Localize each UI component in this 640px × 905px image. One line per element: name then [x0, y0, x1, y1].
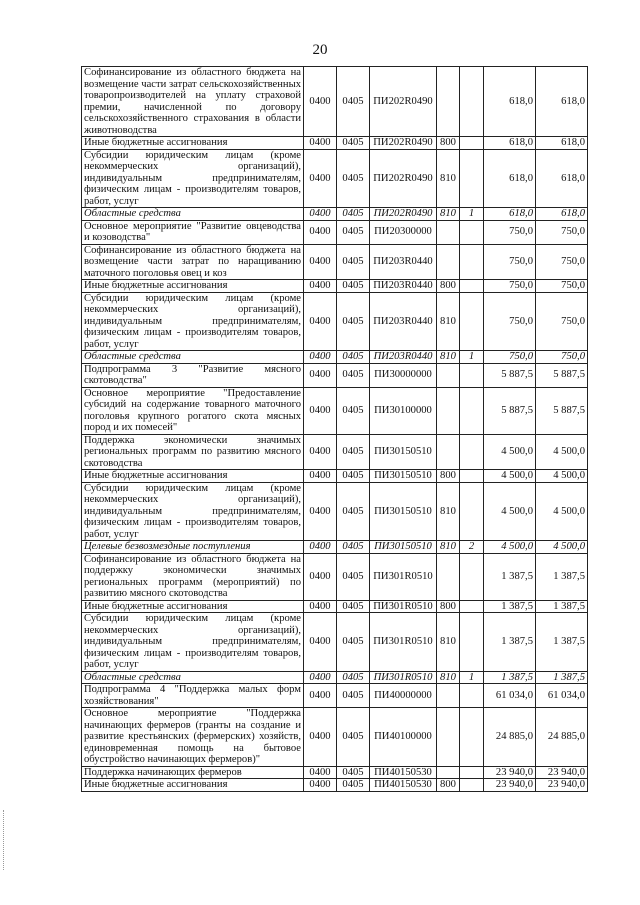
cell-amount-1: 1 387,5: [484, 671, 536, 684]
cell-amount-2: 4 500,0: [536, 541, 588, 554]
cell-subsection: 0405: [337, 137, 370, 150]
cell-target-article: ПИ40150530: [370, 779, 437, 792]
cell-amount-1: 750,0: [484, 292, 536, 351]
cell-amount-1: 23 940,0: [484, 766, 536, 779]
cell-funding-source: [460, 766, 484, 779]
cell-funding-source: [460, 708, 484, 767]
cell-subsection: 0405: [337, 684, 370, 708]
cell-expense-type: 810: [437, 208, 460, 221]
cell-name: Основное мероприятие "Развитие овцеводства и козоводства": [82, 220, 304, 244]
cell-target-article: ПИ40000000: [370, 684, 437, 708]
cell-name: Основное мероприятие "Предоставление субсидий на содержание товарного маточного поголовья крупного рогатого скота мясных пород и их помесей": [82, 387, 304, 434]
cell-expense-type: [437, 220, 460, 244]
cell-section: 0400: [304, 766, 337, 779]
cell-target-article: ПИ30150510: [370, 482, 437, 541]
cell-funding-source: [460, 220, 484, 244]
cell-name: Иные бюджетные ассигнования: [82, 280, 304, 293]
cell-amount-2: 1 387,5: [536, 600, 588, 613]
cell-name: Субсидии юридическим лицам (кроме некоммерческих организаций), индивидуальным предпринимателям, физическим лицам - производителям товаров, работ, услуг: [82, 482, 304, 541]
cell-funding-source: [460, 684, 484, 708]
cell-target-article: ПИ203R0440: [370, 292, 437, 351]
cell-expense-type: 800: [437, 779, 460, 792]
cell-expense-type: [437, 553, 460, 600]
cell-name: Подпрограмма 4 "Поддержка малых форм хозяйствования": [82, 684, 304, 708]
cell-funding-source: [460, 149, 484, 208]
cell-section: 0400: [304, 600, 337, 613]
cell-funding-source: [460, 137, 484, 150]
cell-amount-1: 750,0: [484, 244, 536, 280]
cell-name: Софинансирование из областного бюджета на возмещение части затрат по наращиванию маточного поголовья овец и коз: [82, 244, 304, 280]
cell-amount-2: 23 940,0: [536, 779, 588, 792]
cell-expense-type: [437, 434, 460, 470]
cell-subsection: 0405: [337, 67, 370, 137]
cell-name: Целевые безвозмездные поступления: [82, 541, 304, 554]
cell-subsection: 0405: [337, 363, 370, 387]
cell-expense-type: 810: [437, 292, 460, 351]
cell-name: Софинансирование из областного бюджета на возмещение части затрат сельскохозяйственных товаропроизводителей на уплату страховой премии, начисленной по договору сельскохозяйственного страхования в области животноводства: [82, 67, 304, 137]
table-row: [82, 149, 588, 208]
cell-expense-type: 810: [437, 671, 460, 684]
cell-expense-type: 800: [437, 280, 460, 293]
cell-section: 0400: [304, 220, 337, 244]
cell-subsection: 0405: [337, 280, 370, 293]
table-row: [82, 351, 588, 364]
cell-target-article: ПИ20300000: [370, 220, 437, 244]
cell-section: 0400: [304, 280, 337, 293]
cell-expense-type: 800: [437, 137, 460, 150]
cell-subsection: 0405: [337, 708, 370, 767]
cell-subsection: 0405: [337, 613, 370, 672]
page-number: 20: [312, 42, 328, 58]
cell-amount-2: 5 887,5: [536, 387, 588, 434]
cell-amount-1: 5 887,5: [484, 363, 536, 387]
cell-name: Областные средства: [82, 671, 304, 684]
cell-amount-2: 750,0: [536, 351, 588, 364]
cell-subsection: 0405: [337, 244, 370, 280]
cell-name: Иные бюджетные ассигнования: [82, 779, 304, 792]
cell-amount-2: 24 885,0: [536, 708, 588, 767]
cell-name: Поддержка начинающих фермеров: [82, 766, 304, 779]
cell-section: 0400: [304, 541, 337, 554]
cell-target-article: ПИ30100000: [370, 387, 437, 434]
cell-target-article: ПИ203R0440: [370, 280, 437, 293]
cell-amount-1: 1 387,5: [484, 613, 536, 672]
cell-name: Областные средства: [82, 208, 304, 221]
table-row: [82, 292, 588, 351]
cell-subsection: 0405: [337, 220, 370, 244]
cell-expense-type: 810: [437, 351, 460, 364]
cell-section: 0400: [304, 553, 337, 600]
cell-expense-type: 810: [437, 149, 460, 208]
cell-amount-1: 23 940,0: [484, 779, 536, 792]
cell-section: 0400: [304, 708, 337, 767]
cell-amount-2: 23 940,0: [536, 766, 588, 779]
cell-subsection: 0405: [337, 671, 370, 684]
cell-expense-type: 800: [437, 600, 460, 613]
cell-name: Субсидии юридическим лицам (кроме некоммерческих организаций), индивидуальным предпринимателям, физическим лицам - производителям товаров, работ, услуг: [82, 292, 304, 351]
cell-target-article: ПИ301R0510: [370, 600, 437, 613]
cell-amount-2: 4 500,0: [536, 470, 588, 483]
table-row: [82, 67, 588, 137]
cell-funding-source: [460, 553, 484, 600]
table-row: [82, 470, 588, 483]
cell-funding-source: 1: [460, 208, 484, 221]
table-row: [82, 613, 588, 672]
cell-expense-type: [437, 708, 460, 767]
cell-amount-1: 4 500,0: [484, 434, 536, 470]
cell-target-article: ПИ202R0490: [370, 137, 437, 150]
cell-name: Поддержка экономически значимых региональных программ по развитию мясного скотоводства: [82, 434, 304, 470]
cell-section: 0400: [304, 67, 337, 137]
cell-name: Иные бюджетные ассигнования: [82, 600, 304, 613]
cell-subsection: 0405: [337, 779, 370, 792]
cell-amount-2: 750,0: [536, 292, 588, 351]
cell-subsection: 0405: [337, 600, 370, 613]
scan-edge-mark: [3, 810, 10, 870]
cell-amount-2: 61 034,0: [536, 684, 588, 708]
cell-amount-1: 618,0: [484, 149, 536, 208]
cell-amount-1: 5 887,5: [484, 387, 536, 434]
cell-target-article: ПИ40150530: [370, 766, 437, 779]
cell-section: 0400: [304, 684, 337, 708]
cell-funding-source: [460, 470, 484, 483]
cell-expense-type: 810: [437, 541, 460, 554]
cell-target-article: ПИ30000000: [370, 363, 437, 387]
cell-section: 0400: [304, 613, 337, 672]
cell-funding-source: 1: [460, 351, 484, 364]
cell-target-article: ПИ203R0440: [370, 244, 437, 280]
cell-amount-1: 750,0: [484, 280, 536, 293]
cell-target-article: ПИ30150510: [370, 470, 437, 483]
cell-amount-2: 618,0: [536, 67, 588, 137]
cell-target-article: ПИ203R0440: [370, 351, 437, 364]
cell-subsection: 0405: [337, 387, 370, 434]
cell-amount-1: 61 034,0: [484, 684, 536, 708]
table-row: [82, 766, 588, 779]
cell-name: Софинансирование из областного бюджета на поддержку экономически значимых региональных программ (мероприятий) по развитию мясного скотоводства: [82, 553, 304, 600]
cell-section: 0400: [304, 208, 337, 221]
table-row: [82, 708, 588, 767]
cell-name: Иные бюджетные ассигнования: [82, 470, 304, 483]
cell-funding-source: [460, 280, 484, 293]
table-row: [82, 482, 588, 541]
cell-amount-2: 750,0: [536, 280, 588, 293]
table-row: [82, 600, 588, 613]
table-row: [82, 434, 588, 470]
cell-amount-1: 618,0: [484, 137, 536, 150]
cell-section: 0400: [304, 470, 337, 483]
cell-funding-source: [460, 244, 484, 280]
cell-amount-2: 750,0: [536, 244, 588, 280]
budget-table: [81, 66, 588, 792]
cell-subsection: 0405: [337, 470, 370, 483]
cell-amount-2: 4 500,0: [536, 434, 588, 470]
cell-amount-2: 1 387,5: [536, 671, 588, 684]
cell-section: 0400: [304, 387, 337, 434]
budget-table-body: [82, 67, 588, 792]
cell-subsection: 0405: [337, 208, 370, 221]
cell-name: Подпрограмма 3 "Развитие мясного скотоводства": [82, 363, 304, 387]
table-row: [82, 387, 588, 434]
cell-subsection: 0405: [337, 434, 370, 470]
cell-amount-1: 4 500,0: [484, 482, 536, 541]
cell-amount-1: 1 387,5: [484, 553, 536, 600]
cell-amount-2: 5 887,5: [536, 363, 588, 387]
cell-section: 0400: [304, 292, 337, 351]
cell-section: 0400: [304, 779, 337, 792]
cell-funding-source: [460, 292, 484, 351]
table-row: [82, 280, 588, 293]
table-row: [82, 137, 588, 150]
cell-section: 0400: [304, 149, 337, 208]
cell-expense-type: [437, 766, 460, 779]
cell-subsection: 0405: [337, 292, 370, 351]
cell-amount-2: 618,0: [536, 137, 588, 150]
cell-expense-type: [437, 387, 460, 434]
cell-funding-source: [460, 613, 484, 672]
cell-expense-type: [437, 244, 460, 280]
cell-amount-1: 618,0: [484, 208, 536, 221]
table-row: [82, 553, 588, 600]
table-row: [82, 541, 588, 554]
table-row: [82, 208, 588, 221]
cell-target-article: ПИ301R0510: [370, 671, 437, 684]
cell-funding-source: [460, 779, 484, 792]
cell-amount-2: 618,0: [536, 149, 588, 208]
cell-amount-1: 750,0: [484, 220, 536, 244]
cell-section: 0400: [304, 363, 337, 387]
cell-funding-source: [460, 363, 484, 387]
cell-subsection: 0405: [337, 149, 370, 208]
cell-expense-type: 800: [437, 470, 460, 483]
cell-amount-1: 618,0: [484, 67, 536, 137]
cell-target-article: ПИ301R0510: [370, 553, 437, 600]
cell-funding-source: 1: [460, 671, 484, 684]
cell-amount-2: 1 387,5: [536, 613, 588, 672]
cell-amount-1: 24 885,0: [484, 708, 536, 767]
cell-funding-source: [460, 482, 484, 541]
cell-amount-1: 4 500,0: [484, 470, 536, 483]
cell-subsection: 0405: [337, 541, 370, 554]
cell-amount-2: 750,0: [536, 220, 588, 244]
table-row: [82, 244, 588, 280]
table-row: [82, 671, 588, 684]
cell-target-article: ПИ30150510: [370, 541, 437, 554]
cell-target-article: ПИ30150510: [370, 434, 437, 470]
cell-section: 0400: [304, 434, 337, 470]
cell-funding-source: [460, 387, 484, 434]
cell-section: 0400: [304, 351, 337, 364]
cell-expense-type: [437, 67, 460, 137]
cell-expense-type: [437, 684, 460, 708]
cell-subsection: 0405: [337, 553, 370, 600]
cell-funding-source: [460, 67, 484, 137]
cell-subsection: 0405: [337, 766, 370, 779]
cell-section: 0400: [304, 244, 337, 280]
cell-target-article: ПИ202R0490: [370, 208, 437, 221]
table-row: [82, 684, 588, 708]
cell-name: Субсидии юридическим лицам (кроме некоммерческих организаций), индивидуальным предпринимателям, физическим лицам - производителям товаров, работ, услуг: [82, 149, 304, 208]
cell-name: Иные бюджетные ассигнования: [82, 137, 304, 150]
table-row: [82, 779, 588, 792]
cell-name: Областные средства: [82, 351, 304, 364]
cell-target-article: ПИ202R0490: [370, 67, 437, 137]
cell-expense-type: 810: [437, 613, 460, 672]
cell-funding-source: [460, 434, 484, 470]
cell-name: Субсидии юридическим лицам (кроме некоммерческих организаций), индивидуальным предпринимателям, физическим лицам - производителям товаров, работ, услуг: [82, 613, 304, 672]
cell-target-article: ПИ301R0510: [370, 613, 437, 672]
cell-target-article: ПИ202R0490: [370, 149, 437, 208]
cell-target-article: ПИ40100000: [370, 708, 437, 767]
cell-expense-type: 810: [437, 482, 460, 541]
table-row: [82, 220, 588, 244]
cell-expense-type: [437, 363, 460, 387]
cell-funding-source: [460, 600, 484, 613]
cell-section: 0400: [304, 137, 337, 150]
cell-amount-2: 1 387,5: [536, 553, 588, 600]
cell-section: 0400: [304, 671, 337, 684]
cell-subsection: 0405: [337, 351, 370, 364]
cell-amount-2: 618,0: [536, 208, 588, 221]
cell-subsection: 0405: [337, 482, 370, 541]
cell-amount-2: 4 500,0: [536, 482, 588, 541]
cell-funding-source: 2: [460, 541, 484, 554]
cell-amount-1: 750,0: [484, 351, 536, 364]
table-row: [82, 363, 588, 387]
cell-name: Основное мероприятие "Поддержка начинающих фермеров (гранты на создание и развитие крестьянских (фермерских) хозяйств, единовременная помощь на бытовое обустройство начинающих фермеров)": [82, 708, 304, 767]
cell-section: 0400: [304, 482, 337, 541]
cell-amount-1: 4 500,0: [484, 541, 536, 554]
cell-amount-1: 1 387,5: [484, 600, 536, 613]
